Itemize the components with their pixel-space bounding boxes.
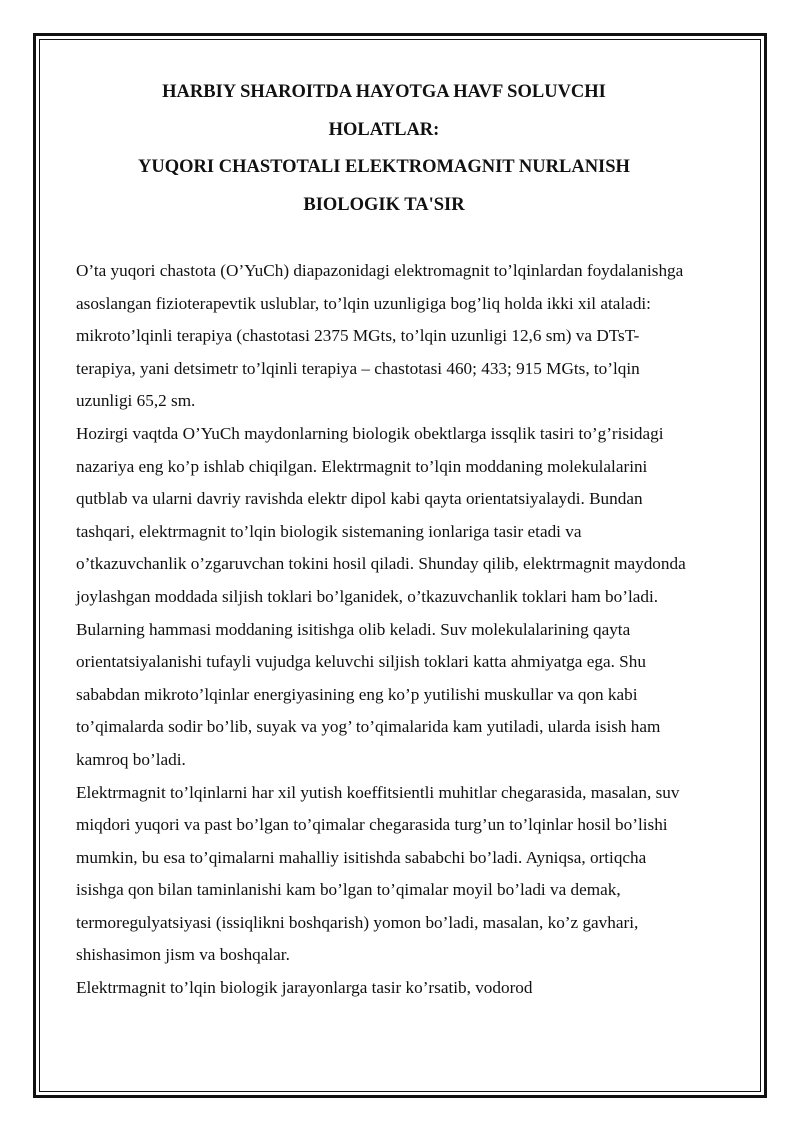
paragraph-2: Hozirgi vaqtda O’YuCh maydonlarning biologik obektlarga issqlik tasiri to’g’risidagi nazariya eng ko’p ishlab chiqilgan. Elektrmagnit to’lqin moddaning molekulalarini qutblab va ularni davriy ravishda elektr dipol kabi qayta orientatsiyalaydi. Bundan tashqari, elektrmagnit to’lqin biologik sistemaning ionlariga tasir etadi va o’tkazuvchanlik o’zgaruvchan tokini hosil qiladi. Shunday qilib, elektrmagnit maydonda joylashgan moddada siljish toklari bo’lganidek, o’tkazuvchanlik toklari ham bo’ladi. Bularning hammasi moddaning isitishga olib keladi. Suv molekulalarining qayta orientatsiyalanishi tufayli vujudga keluvchi siljish toklari katta ahmiyatga ega. Shu sababdan mikroto’lqinlar energiyasining eng ko’p yutilishi muskullar va qon kabi to’qimalarda sodir bo’lib, suyak va yog’ to’qimalarida kam yutiladi, ularda isish ham kamroq bo’ladi. bbox=[76, 423, 686, 769]
paragraph-3: Elektrmagnit to’lqinlarni har xil yutish koeffitsientli muhitlar chegarasida, masalan, suv miqdori yuqori va past bo’lgan to’qimalar chegarasida turg’un to’lqinlar hosil bo’lishi mumkin, bu esa to’qimalarni mahalliy isitishda sababchi bo’ladi. Ayniqsa, ortiqcha isishga qon bilan taminlanishi kam bo’lgan to’qimalar moyil bo’ladi va demak, termoregulyatsiyasi (issiqlikni boshqarish) yomon bo’ladi, masalan, ko’z gavhari, shishasimon jism va boshqalar. bbox=[76, 782, 680, 965]
paragraph-4: Elektrmagnit to’lqin biologik jarayonlarga tasir ko’rsatib, vodorod bbox=[76, 978, 533, 998]
paragraph-1: O’ta yuqori chastota (O’YuCh) diapazonidagi elektromagnit to’lqinlardan foydalanishga asoslangan fizioterapevtik uslublar, to’lqin uzunligiga bog’liq holda ikki xil ataladi: mikroto’lqinli terapiya (chastotasi 2375 MGts, to’lqin uzunligi 12,6 sm) va DTsT-terapiya, yani detsimetr to’lqinli terapiya – chastotasi 460; 433; 915 MGts, to’lqin uzunligi 65,2 sm. bbox=[76, 261, 684, 411]
document-title bbox=[76, 74, 692, 224]
title-line-3: YUQORI CHASTOTALI ELEKTROMAGNIT NURLANISH bbox=[138, 157, 630, 177]
document-body bbox=[76, 255, 692, 1005]
title-line-4: BIOLOGIK TA'SIR bbox=[303, 194, 465, 215]
title-line-2: HOLATLAR: bbox=[328, 119, 440, 140]
document-content bbox=[76, 74, 692, 1005]
title-line-1: HARBIY SHAROITDA HAYOTGA HAVF SOLUVCHI bbox=[162, 82, 606, 102]
